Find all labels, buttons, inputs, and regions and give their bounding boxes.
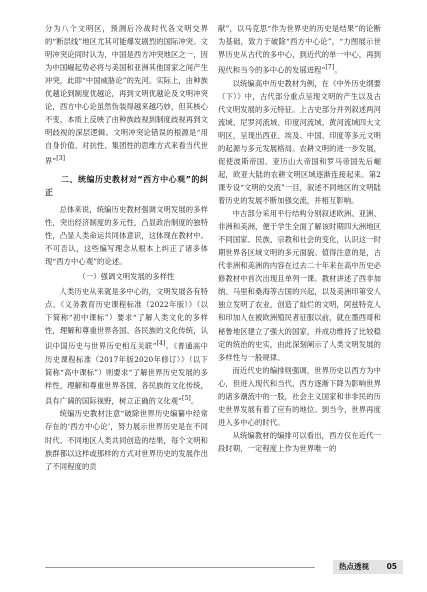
paragraph: 统编历史教材注意“破除世界历史编纂中经常存在的‘西方中心论’，努力展示世界历史是在不同时代、不同地区人类共同创造的结果，每个文明和族群都以这样或那样的方式对世界历史的发展作出了不同程度的贡 [45, 409, 208, 471]
paragraph-text: 分为八个文明区，预测后冷战时代各文明交界的“断层线”地区尤其可能爆发剧烈的国际冲突。文明冲突论同时认为，中国是西方冲突地区之一，因为中国崛起势必将与美国和亚洲其他国家之间产生冲突，此即“中国威胁论”的先河。实际上，由种族优越论到制度优越论，再到文明优越论及文明冲突论，西方中心论虽然伪装得越来越巧妙，但其核心不变，本质上反映了由种族歧视到制度歧视再到文明歧视的深层逻辑。文明冲突论错误的根源是“用自身价值、对抗性、集团性的思维方式来看当代世界” [45, 24, 208, 166]
paragraph [45, 285, 208, 407]
section-name: 热点透视 [339, 562, 369, 571]
page-footer [0, 560, 427, 574]
paragraph-text: 。《普通高中历史课程标准（2017年版2020年修订）》（以下简称“高中课标”）则要求“了解世界历史发展的多样性，理解和尊重世界各国、各民族的文化传统，具有广阔的国际视野，树立正确的文化观” [45, 341, 209, 406]
left-column [45, 22, 208, 473]
page-number: 05 [386, 562, 397, 571]
footer-section-label [333, 560, 403, 574]
paragraph: 总体来说，统编历史教材强调文明发展的多样性，突出经济制度的多元性，凸显政治制度的独特性，凸显人类命运共同体意识，这体现在教材中。不可否认，这些编写理念从根本上纠正了诸多体现“西方中心观”的论述。 [45, 204, 208, 267]
right-column [218, 22, 381, 455]
footnote-ref: [5] [181, 394, 191, 402]
paragraph-text: 献”，以马克思“作为世界史的历史是结果”的论断为基础，致力于破除“西方中心论”，“力图展示世界历史从古代的多中心，到近代的单一中心，再到现代和当今的多中心的发展进程” [218, 24, 381, 75]
subsection-heading: （一）强调文明发展的多样性 [78, 272, 175, 282]
section-heading: 二、统编历史教材对“西方中心观”的纠正 [45, 174, 208, 197]
paragraph-text: 。 [334, 65, 342, 75]
footnote-ref: [3] [56, 155, 66, 163]
footnote-ref: [7] [325, 64, 335, 72]
paragraph [45, 22, 208, 168]
paragraph: 而近代史的编排则强调，世界历史以西方为中心，但进入现代和当代，西方逐渐下降为影响世界的诸多潮流中的一股，社会主义国家和非非民的历史世界发展有着了应有的地位。到当今，世界再度进入多中心的时代。 [218, 365, 381, 427]
paragraph-text: 。 [190, 396, 199, 406]
paragraph: 中古部分采用平行结构分别叙述欧洲、亚洲、非洲和美洲，便于学生全面了解该时期四大洲地区不同国家、民族、宗教和社会的变化，认识这一时期世界各区域文明的多元面貌。值得注意的是，古代非洲和美洲的内容在过去二十年来在高中历史必修教材中首次出现且单列一课。教材讲述了西非加纳、马里和桑海等古国的兴起，以及美洲印第安人独立发明了农业，创造了灿烂的文明，阿兹特克人和印加人在被欧洲殖民者征服以前，就在墨西哥和秘鲁地区建立了强大的国家，并成功维持了比较稳定的统治的史实，由此深刻阐示了人类文明发展的多样性与一般规律。 [218, 209, 381, 362]
paragraph [218, 22, 381, 77]
paragraph: 以统编高中历史教材为例，在《中外历史纲要（下）》中，古代部分重点呈现文明的产生以及古代文明发展的多元特征。上古史部分并列叙述两河流域、尼罗河流域、印度河流域、黄河流域四大文明区，呈现出西亚、埃及、中国、印度等多元文明的起源与多元发展格局。农耕文明的进一步发展，促使波斯帝国、亚历山大帝国和罗马帝国先后崛起，欧亚大陆的农耕文明区域逐渐连接起来。第2课专设“文明的交流”一目，叙述不同地区的文明陆着历史的发展不断加强交流，并相互影响。 [218, 78, 381, 206]
paragraph: 从统编教材的编排可以看出，西方仅在近代一段时期，一定程度上作为世界唯一的 [218, 430, 381, 453]
footer-divider [45, 567, 315, 568]
footnote-ref: [4] [156, 340, 166, 348]
paragraph-text: 人类历史从来就是多中心的，文明发展各有特点。《义务教育历史课程标准（2022年版）》（以下简称“初中课标”）要求“了解人类文化的多样性，理解和尊重世界各国、各民族的文化传统，认识中国历史与世界历史相互关联” [45, 287, 208, 351]
